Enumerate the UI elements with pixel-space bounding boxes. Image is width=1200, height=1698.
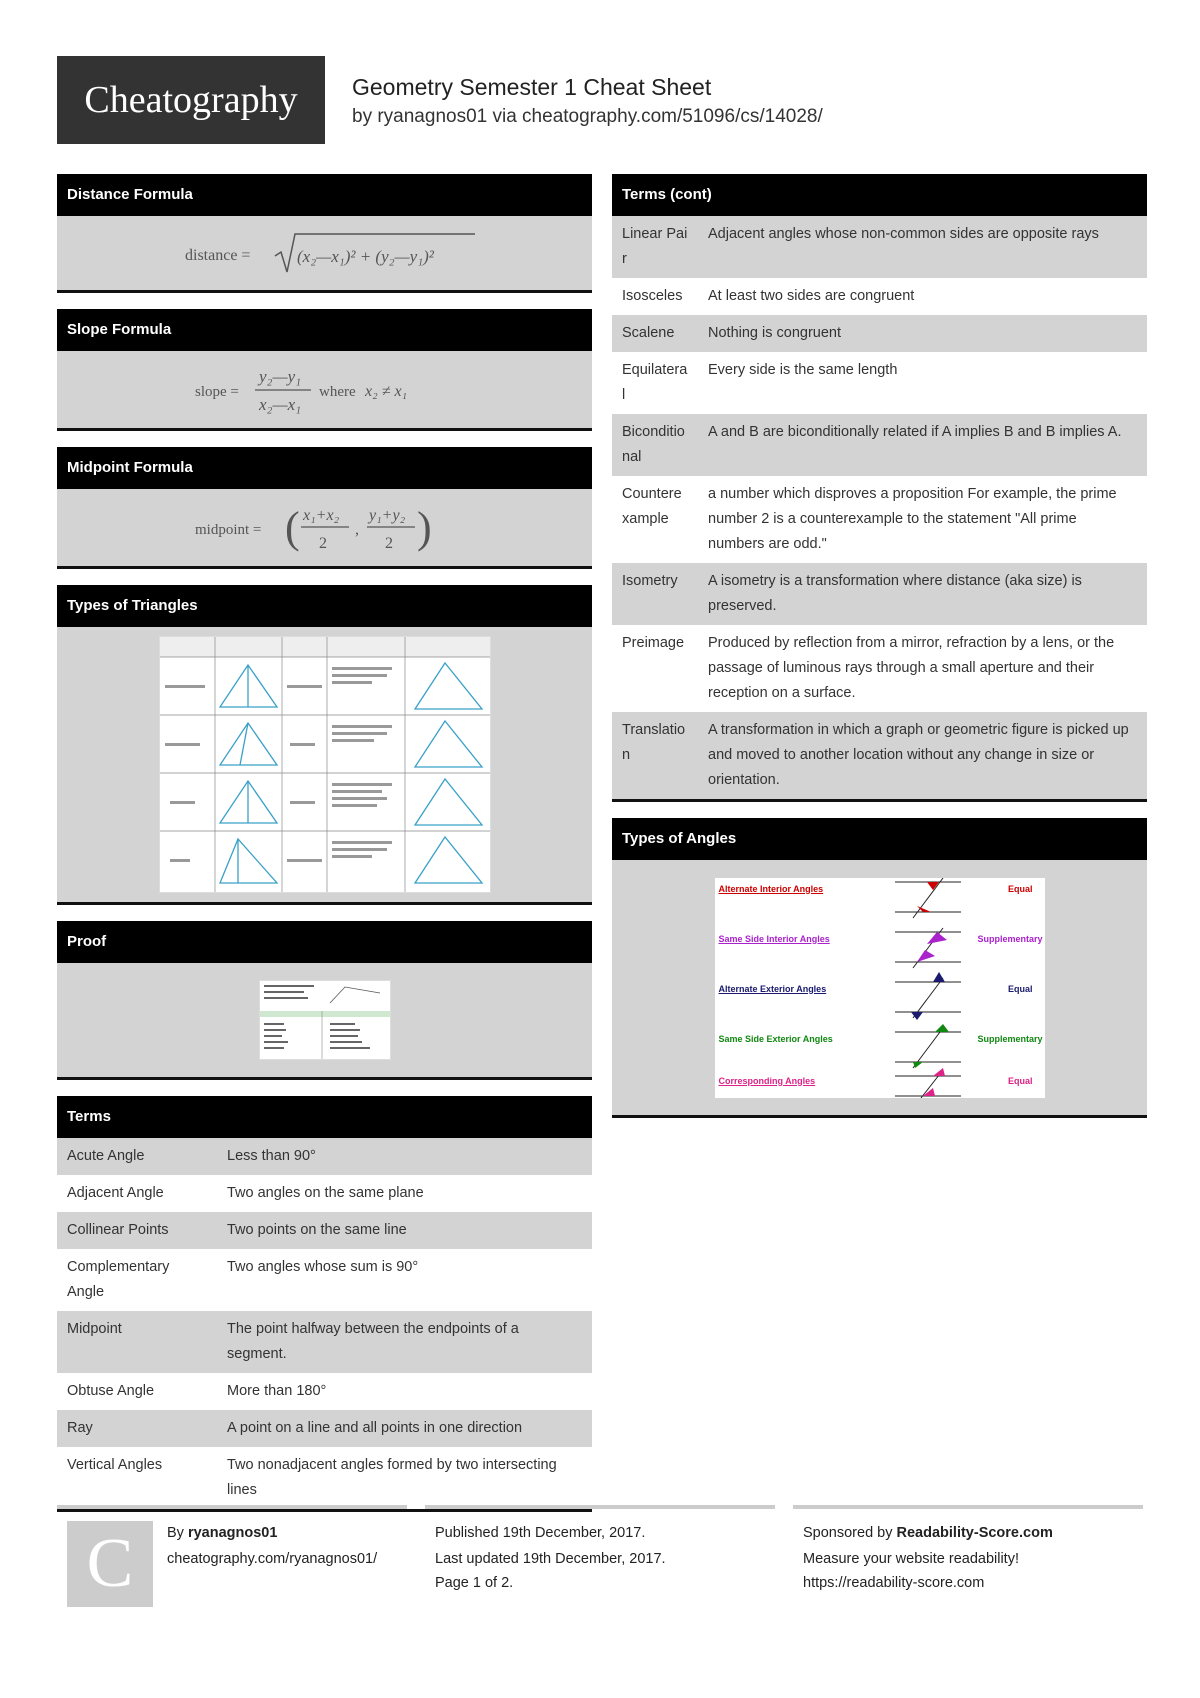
table-row — [57, 1373, 592, 1410]
term-cell: Midpoint — [57, 1311, 217, 1373]
definition-cell: Every side is the same length — [698, 352, 1147, 414]
terms-table — [57, 1138, 592, 1509]
svg-text:where: where — [318, 383, 356, 400]
definition-cell: Less than 90° — [217, 1138, 592, 1175]
block-title: Midpoint Formula — [57, 447, 592, 489]
angle-relation: Equal — [1007, 883, 1033, 894]
angle-relation: Equal — [1007, 1075, 1033, 1086]
footer-dates-column — [425, 1505, 775, 1607]
svg-text:(x₂—x₁)² + (y₂—y₁)²: (x₂—x₁)² + (y₂—y₁)² — [296, 247, 434, 266]
term-cell: Isometry — [612, 563, 698, 625]
page-number: Page 1 of 2. — [435, 1575, 514, 1591]
svg-text:y₁+y₂: y₁+y₂ — [368, 506, 405, 524]
svg-text:y₂—y₁: y₂—y₁ — [258, 366, 301, 386]
distance-formula-block — [57, 174, 592, 293]
table-row — [612, 352, 1147, 414]
svg-text:2: 2 — [318, 534, 327, 552]
definition-cell: Nothing is congruent — [698, 315, 1147, 352]
table-row — [612, 476, 1147, 563]
table-row — [57, 1175, 592, 1212]
table-row — [57, 1249, 592, 1311]
table-row — [57, 1311, 592, 1373]
svg-text:distance =: distance = — [184, 247, 250, 264]
triangles-table-image — [57, 627, 592, 902]
page-footer — [57, 1505, 1143, 1605]
types-of-triangles-block — [57, 585, 592, 905]
page-subtitle[interactable]: by ryanagnos01 via cheatography.com/51096/cs/14028/ — [352, 106, 823, 127]
angle-name: Alternate Interior Angles — [718, 883, 824, 894]
angle-relation: Supplementary — [977, 933, 1043, 944]
table-row — [612, 414, 1147, 476]
svg-text:x₁+x₂: x₁+x₂ — [302, 506, 339, 524]
angle-name: Corresponding Angles — [718, 1075, 816, 1086]
block-title: Types of Triangles — [57, 585, 592, 627]
table-row — [612, 625, 1147, 712]
terms-block — [57, 1096, 592, 1512]
block-title: Proof — [57, 921, 592, 963]
svg-text:,: , — [354, 520, 359, 538]
table-row — [57, 1212, 592, 1249]
footer-sponsor-column — [793, 1505, 1143, 1607]
term-cell: Acute Angle — [57, 1138, 217, 1175]
distance-formula-image — [57, 216, 592, 290]
definition-cell: a number which disproves a proposition For example, the prime number 2 is a counterexample to the statement "All prime numbers are odd." — [698, 476, 1147, 563]
definition-cell: Produced by reflection from a mirror, refraction by a lens, or the passage of luminous rays through a small aperture and their reception on a surface. — [698, 625, 1147, 712]
term-cell: Vertical Angles — [57, 1447, 217, 1509]
page-title: Geometry Semester 1 Cheat Sheet — [352, 74, 712, 100]
svg-text:midpoint =: midpoint = — [194, 521, 261, 538]
svg-text:x₂—x₁: x₂—x₁ — [258, 394, 301, 414]
slope-formula-image — [57, 351, 592, 428]
angle-relation: Supplementary — [977, 1033, 1043, 1044]
author-line — [167, 1525, 277, 1541]
svg-text:(: ( — [284, 502, 300, 552]
definition-cell: A isometry is a transformation where distance (aka size) is preserved. — [698, 563, 1147, 625]
definition-cell: A and B are biconditionally related if A implies B and B implies A. — [698, 414, 1147, 476]
definition-cell: A transformation in which a graph or geometric figure is picked up and moved to another location without any change in size or orientation. — [698, 712, 1147, 799]
term-cell: Translation — [612, 712, 698, 799]
term-cell: Ray — [57, 1410, 217, 1447]
table-row — [612, 712, 1147, 799]
term-cell: Collinear Points — [57, 1212, 217, 1249]
svg-text:2: 2 — [384, 534, 393, 552]
term-cell: Obtuse Angle — [57, 1373, 217, 1410]
angle-name: Same Side Exterior Angles — [718, 1033, 833, 1044]
definition-cell: At least two sides are congruent — [698, 278, 1147, 315]
angles-image — [612, 860, 1147, 1115]
svg-text:x₂ ≠ x₁: x₂ ≠ x₁ — [364, 382, 407, 400]
table-row — [57, 1447, 592, 1509]
block-title: Types of Angles — [612, 818, 1147, 860]
svg-text:): ) — [416, 502, 432, 552]
sponsor-tagline: Measure your website readability! — [803, 1551, 1019, 1567]
sponsor-name[interactable]: Readability-Score.com — [896, 1525, 1053, 1541]
midpoint-formula-image — [57, 489, 592, 566]
definition-cell: Two angles on the same plane — [217, 1175, 592, 1212]
table-row — [612, 563, 1147, 625]
terms-cont-block — [612, 174, 1147, 802]
definition-cell: The point halfway between the endpoints of a segment. — [217, 1311, 592, 1373]
block-title: Distance Formula — [57, 174, 592, 216]
block-title: Terms — [57, 1096, 592, 1138]
cheatography-logo[interactable]: Cheatography — [57, 56, 325, 144]
table-row — [612, 278, 1147, 315]
table-row — [612, 216, 1147, 278]
angle-diagrams — [893, 878, 963, 1098]
angle-relation: Equal — [1007, 983, 1033, 994]
term-cell: Biconditional — [612, 414, 698, 476]
term-cell: Counterexample — [612, 476, 698, 563]
terms-cont-table — [612, 216, 1147, 799]
sponsored-label: Sponsored by — [803, 1525, 893, 1541]
definition-cell: A point on a line and all points in one direction — [217, 1410, 592, 1447]
right-column — [612, 174, 1147, 1134]
block-title: Slope Formula — [57, 309, 592, 351]
proof-image — [57, 963, 592, 1077]
angle-name: Alternate Exterior Angles — [718, 983, 827, 994]
definition-cell: More than 180° — [217, 1373, 592, 1410]
by-label: By — [167, 1525, 184, 1541]
block-title: Terms (cont) — [612, 174, 1147, 216]
sponsor-line — [803, 1525, 1053, 1541]
definition-cell: Two nonadjacent angles formed by two intersecting lines — [217, 1447, 592, 1509]
term-cell: Scalene — [612, 315, 698, 352]
cheatography-c-icon: C — [67, 1521, 153, 1607]
definition-cell: Two angles whose sum is 90° — [217, 1249, 592, 1311]
sponsor-url[interactable]: https://readability-score.com — [803, 1575, 985, 1591]
angles-chart — [715, 878, 1045, 1098]
term-cell: Linear Pair — [612, 216, 698, 278]
term-cell: Preimage — [612, 625, 698, 712]
angle-name: Same Side Interior Angles — [718, 933, 830, 944]
term-cell: Isosceles — [612, 278, 698, 315]
author-name[interactable]: ryanagnos01 — [187, 1525, 278, 1541]
author-url[interactable]: cheatography.com/ryanagnos01/ — [167, 1551, 378, 1567]
svg-text:slope =: slope = — [194, 383, 239, 400]
definition-cell: Two points on the same line — [217, 1212, 592, 1249]
definition-cell: Adjacent angles whose non-common sides are opposite rays — [698, 216, 1147, 278]
updated-date: Last updated 19th December, 2017. — [435, 1551, 666, 1567]
published-date: Published 19th December, 2017. — [435, 1525, 646, 1541]
term-cell: Adjacent Angle — [57, 1175, 217, 1212]
midpoint-formula-block — [57, 447, 592, 569]
left-column — [57, 174, 592, 1528]
proof-block — [57, 921, 592, 1080]
table-row — [57, 1138, 592, 1175]
types-of-angles-block — [612, 818, 1147, 1118]
term-cell: Complementary Angle — [57, 1249, 217, 1311]
table-row — [612, 315, 1147, 352]
term-cell: Equilateral — [612, 352, 698, 414]
footer-author-column — [57, 1505, 407, 1607]
table-row — [57, 1410, 592, 1447]
slope-formula-block — [57, 309, 592, 431]
